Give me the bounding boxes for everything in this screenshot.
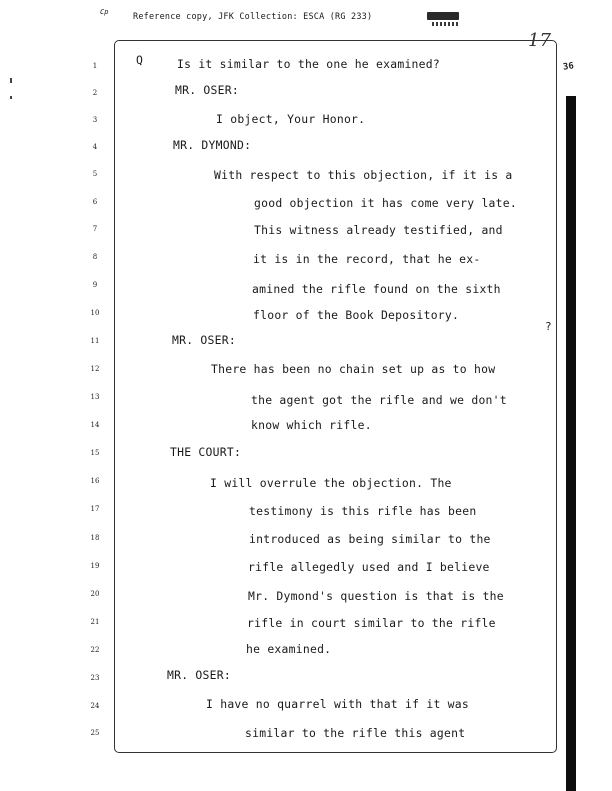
transcript-line: similar to the rifle this agent xyxy=(245,726,466,740)
transcript-line: I object, Your Honor. xyxy=(216,112,366,126)
line-number: 11 xyxy=(90,337,100,345)
speaker-label: THE COURT: xyxy=(170,445,242,459)
line-number: 10 xyxy=(90,309,100,317)
line-number: 18 xyxy=(90,534,100,542)
line-number: 16 xyxy=(90,477,100,485)
scan-speck xyxy=(10,96,12,99)
line-number: 20 xyxy=(90,590,100,598)
scan-edge-bar xyxy=(566,96,576,791)
transcript-line: introduced as being similar to the xyxy=(249,532,491,546)
transcript-line: Mr. Dymond's question is that is the xyxy=(248,589,504,603)
margin-mark: 36 xyxy=(562,61,575,73)
transcript-line: good objection it has come very late. xyxy=(254,196,517,210)
transcript-line: the agent got the rifle and we don't xyxy=(251,393,507,407)
line-number: 8 xyxy=(92,253,98,261)
transcript-line: know which rifle. xyxy=(251,418,372,432)
page-number: 17 xyxy=(528,30,551,51)
corner-handwritten-mark: Cp xyxy=(100,8,109,16)
transcript-line: I have no quarrel with that if it was xyxy=(206,697,469,711)
line-number: 17 xyxy=(90,505,100,513)
line-number: 21 xyxy=(90,618,100,626)
transcript-line: I will overrule the objection. The xyxy=(210,476,452,490)
transcript-line: testimony is this rifle has been xyxy=(249,504,477,518)
line-number: 23 xyxy=(90,674,100,682)
line-number: 14 xyxy=(90,421,100,429)
line-number: 3 xyxy=(92,116,98,124)
transcript-line: rifle in court similar to the rifle xyxy=(247,616,496,630)
line-number: 24 xyxy=(90,702,100,710)
reference-header: Reference copy, JFK Collection: ESCA (RG 233) xyxy=(133,12,373,22)
transcript-line: Is it similar to the one he examined? xyxy=(177,57,440,71)
line-number: 22 xyxy=(90,646,100,654)
transcript-line: With respect to this objection, if it is a xyxy=(214,168,513,182)
speaker-label: MR. DYMOND: xyxy=(173,138,252,152)
line-number: 7 xyxy=(92,225,98,233)
line-number: 12 xyxy=(90,365,100,373)
transcript-line: There has been no chain set up as to how xyxy=(211,362,496,376)
transcript-line: amined the rifle found on the sixth xyxy=(252,282,501,296)
line-number: 25 xyxy=(90,729,100,737)
line-number: 15 xyxy=(90,449,100,457)
line-number: 19 xyxy=(90,562,100,570)
line-number: 4 xyxy=(92,143,98,151)
transcript-line: floor of the Book Depository. xyxy=(253,308,460,322)
line-number: 5 xyxy=(92,170,98,178)
line-number: 2 xyxy=(92,89,98,97)
redaction-stamp-residue xyxy=(432,22,458,26)
speaker-label: MR. OSER: xyxy=(167,668,231,682)
scan-speck xyxy=(10,78,12,83)
line-number: 9 xyxy=(92,281,98,289)
redaction-stamp xyxy=(427,12,459,20)
speaker-label: MR. OSER: xyxy=(172,333,236,347)
margin-mark-mid: ? xyxy=(545,320,552,333)
line-number: 1 xyxy=(92,62,98,70)
speaker-label: MR. OSER: xyxy=(175,83,239,97)
transcript-line: This witness already testified, and xyxy=(254,223,503,237)
line-number: 13 xyxy=(90,393,100,401)
transcript-line: it is in the record, that he ex- xyxy=(253,252,481,266)
transcript-line: rifle allegedly used and I believe xyxy=(248,560,490,574)
line-number: 6 xyxy=(92,198,98,206)
transcript-line: he examined. xyxy=(246,642,332,656)
question-marker: Q xyxy=(136,53,143,67)
